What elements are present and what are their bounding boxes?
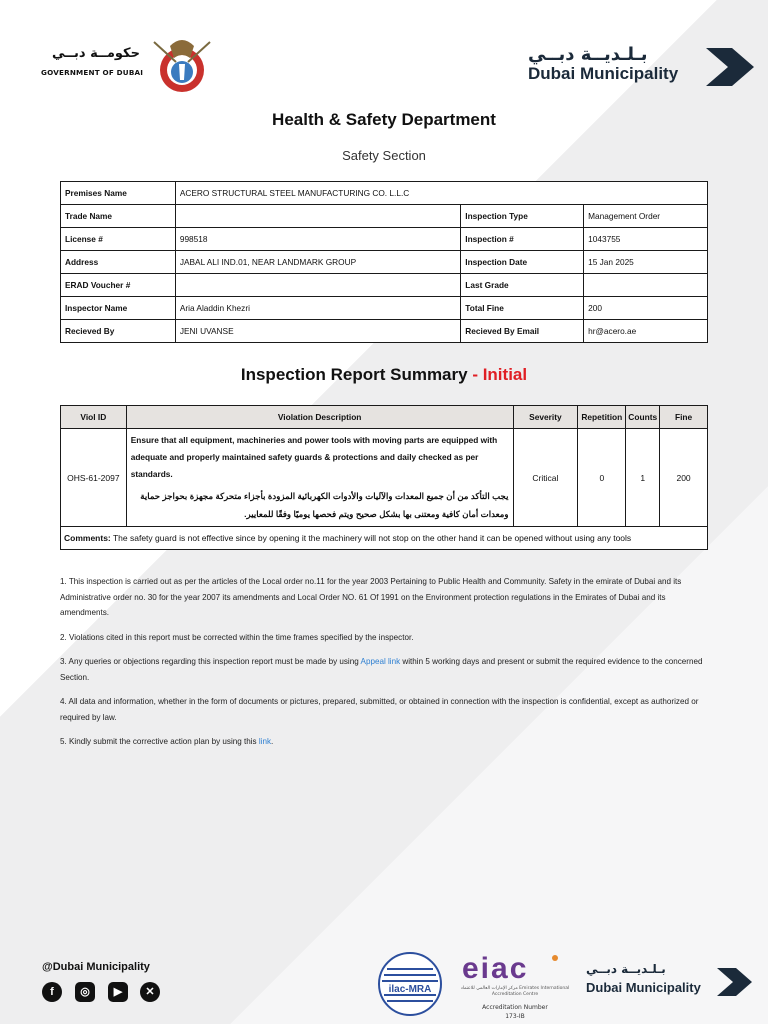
premises-name-label: Premises Name bbox=[61, 182, 176, 205]
inspection-number-label: Inspection # bbox=[461, 228, 584, 251]
column-header-viol-id: Viol ID bbox=[61, 406, 127, 429]
received-by-value: JENI UVANSE bbox=[175, 320, 460, 343]
accreditation-number: 173-IB bbox=[505, 1013, 525, 1020]
last-grade-value bbox=[584, 274, 708, 297]
inspection-number-value: 1043755 bbox=[584, 228, 708, 251]
inspector-name-label: Inspector Name bbox=[61, 297, 176, 320]
last-grade-label: Last Grade bbox=[461, 274, 584, 297]
instagram-icon[interactable]: ◎ bbox=[75, 982, 95, 1002]
note-1: 1. This inspection is carried out as per the articles of the Local order no.11 for the year 2003 Pertaining to Public Health and Community. Safety in the emirate of Dubai and its Administrative order no. 30 for the year 2007 its amendments and Local Order NO. 61 Of 1991 on the Environment protection regulations in the Emirates of Dubai and its amendments. bbox=[60, 577, 682, 617]
summary-dash: - bbox=[467, 365, 483, 384]
report-status: Initial bbox=[482, 365, 528, 384]
note-3 bbox=[60, 654, 712, 685]
page-subtitle: Safety Section bbox=[342, 148, 426, 163]
license-value: 998518 bbox=[175, 228, 460, 251]
accreditation-block bbox=[460, 1003, 570, 1021]
facebook-icon[interactable]: f bbox=[42, 982, 62, 1002]
report-summary-title: Inspection Report Summary bbox=[240, 365, 468, 384]
footer-dubai-municipality-arabic: بـلـديــة دبــي bbox=[586, 962, 666, 976]
table-row bbox=[61, 251, 708, 274]
violation-description-english: Ensure that all equipment, machineries and power tools with moving parts are equipped with adequate and properly maintained safety guards & protections and daily checked as per standards. bbox=[130, 435, 498, 479]
dubai-municipality-chevron-icon bbox=[702, 48, 754, 86]
table-row bbox=[61, 297, 708, 320]
trade-name-label: Trade Name bbox=[61, 205, 176, 228]
address-label: Address bbox=[61, 251, 176, 274]
note-5-text-end: . bbox=[271, 737, 274, 746]
dubai-municipality-arabic: بـلـديــة دبــي bbox=[528, 44, 648, 65]
erad-voucher-value bbox=[175, 274, 460, 297]
note-4: 4. All data and information, whether in the form of documents or pictures, prepared, submitted, or obtained in connection with the inspection is confidential, except as authorized or required by law. bbox=[60, 697, 699, 722]
violation-fine: 200 bbox=[660, 429, 708, 527]
violation-description bbox=[126, 429, 513, 527]
license-label: License # bbox=[61, 228, 176, 251]
government-of-dubai-arabic: حكومــة دبــي bbox=[51, 46, 140, 61]
inspection-date-value: 15 Jan 2025 bbox=[584, 251, 708, 274]
youtube-icon[interactable]: ▶ bbox=[108, 982, 128, 1002]
note-5 bbox=[60, 734, 712, 750]
report-summary-heading bbox=[0, 365, 768, 385]
footer-dubai-municipality-logo-text: Dubai Municipality bbox=[586, 980, 701, 995]
comments-row bbox=[61, 527, 708, 550]
comments-cell bbox=[61, 527, 708, 550]
eiac-logo-icon bbox=[462, 952, 568, 984]
government-of-dubai-label: GOVERNMENT OF DUBAI bbox=[41, 68, 144, 77]
violations-table bbox=[60, 405, 708, 550]
note-2: 2. Violations cited in this report must be corrected within the time frames specified by the inspector. bbox=[60, 632, 414, 642]
table-header-row bbox=[61, 406, 708, 429]
eiac-subtitle: مركز الإمارات العالمي للاعتماد Emirates International Accreditation Centre bbox=[460, 986, 570, 997]
comments-label: Comments: bbox=[64, 533, 111, 543]
violation-description-arabic: يجب التأكد من أن جميع المعدات والآليات والأدوات الكهربائية المزودة بأجزاء متحركة مجهزة بحواجز حماية ومعدات أمان كافية ومعتنى بها بشكل صحيح ويتم فحصها يوميًا وفقًا للمعايير. bbox=[140, 491, 509, 519]
page-title: Health & Safety Department bbox=[272, 110, 496, 129]
column-header-severity: Severity bbox=[513, 406, 578, 429]
comments-text: The safety guard is not effective since by opening it the machinery will not stop on the other hand it can be opened without using any tools bbox=[110, 533, 632, 543]
report-notes bbox=[60, 574, 712, 759]
footer-dubai-municipality-chevron-icon bbox=[714, 968, 752, 996]
accreditation-label: Accreditation Number bbox=[482, 1004, 548, 1011]
x-icon[interactable]: ✕ bbox=[140, 982, 160, 1002]
violation-repetition: 0 bbox=[578, 429, 626, 527]
social-handle: @Dubai Municipality bbox=[42, 961, 150, 973]
received-by-label: Recieved By bbox=[61, 320, 176, 343]
corrective-action-link[interactable]: link bbox=[258, 737, 272, 746]
premises-name-value: ACERO STRUCTURAL STEEL MANUFACTURING CO. L.L.C bbox=[175, 182, 707, 205]
violation-id: OHS-61-2097 bbox=[61, 429, 127, 527]
column-header-fine: Fine bbox=[660, 406, 708, 429]
table-row bbox=[61, 205, 708, 228]
eiac-logo-text: eiac bbox=[462, 952, 529, 984]
erad-voucher-label: ERAD Voucher # bbox=[61, 274, 176, 297]
total-fine-label: Total Fine bbox=[461, 297, 584, 320]
inspection-date-label: Inspection Date bbox=[461, 251, 584, 274]
inspection-type-label: Inspection Type bbox=[461, 205, 584, 228]
received-by-email-value: hr@acero.ae bbox=[584, 320, 708, 343]
received-by-email-label: Recieved By Email bbox=[461, 320, 584, 343]
column-header-counts: Counts bbox=[626, 406, 660, 429]
premises-info-table bbox=[60, 181, 708, 343]
trade-name-value bbox=[175, 205, 460, 228]
table-row bbox=[61, 228, 708, 251]
total-fine-value: 200 bbox=[584, 297, 708, 320]
inspection-type-value: Management Order bbox=[584, 205, 708, 228]
violation-severity: Critical bbox=[513, 429, 578, 527]
table-row bbox=[61, 274, 708, 297]
address-value: JABAL ALI IND.01, NEAR LANDMARK GROUP bbox=[175, 251, 460, 274]
dubai-emblem-icon bbox=[146, 32, 218, 102]
ilac-mra-logo-icon bbox=[377, 951, 443, 1017]
table-row bbox=[61, 429, 708, 527]
table-row bbox=[61, 320, 708, 343]
ilac-mra-label: ilac-MRA bbox=[388, 984, 432, 995]
appeal-link[interactable]: Appeal link bbox=[360, 657, 401, 666]
note-5-text: 5. Kindly submit the corrective action plan by using this bbox=[60, 737, 259, 746]
dubai-municipality-logo-text: Dubai Municipality bbox=[528, 64, 679, 83]
column-header-description: Violation Description bbox=[126, 406, 513, 429]
column-header-repetition: Repetition bbox=[578, 406, 626, 429]
note-3-text: 3. Any queries or objections regarding this inspection report must be made by using bbox=[60, 657, 361, 666]
note-3-text-end: within 5 working days and present or submit the required evidence to the concerned Section. bbox=[60, 657, 703, 682]
inspector-name-value: Aria Aladdin Khezri bbox=[175, 297, 460, 320]
violation-counts: 1 bbox=[626, 429, 660, 527]
table-row bbox=[61, 182, 708, 205]
